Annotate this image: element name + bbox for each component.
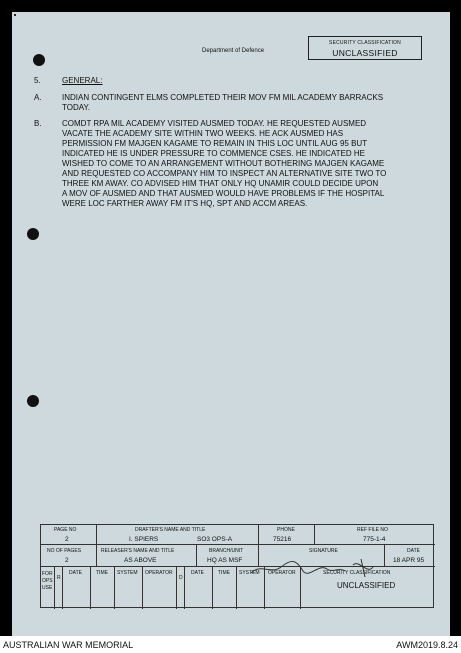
paragraph-line: INDIAN CONTINGENT ELMS COMPLETED THEIR MOV FM MIL ACADEMY BARRACKS xyxy=(62,93,384,102)
col2-label: SYSTEM xyxy=(239,570,260,576)
security-classification-box xyxy=(308,36,422,60)
security-label: SECURITY CLASSIFICATION xyxy=(329,40,401,46)
paragraph-line: A MOV OF AUSMED AND THAT AUSMED WOULD HAVE PROBLEMS IF THE HOSPITAL xyxy=(62,189,385,198)
no-pages-value: 2 xyxy=(65,557,69,564)
col-cell xyxy=(63,567,91,609)
page-no-value: 2 xyxy=(65,536,69,543)
d-label: D xyxy=(179,575,183,581)
archive-caption-bar xyxy=(0,636,461,653)
releaser-label: RELEASER'S NAME AND TITLE xyxy=(101,548,175,554)
paragraph-line: INDICATED HE IS UNDER PRESSURE TO COMMENCE CSES. HE INDICATED HE xyxy=(62,149,366,158)
col-cell xyxy=(115,567,143,609)
for-ops-use-cell xyxy=(41,567,55,609)
col-cell xyxy=(91,567,115,609)
accession-number: AWM2019.8.24 xyxy=(396,640,458,650)
releaser-cell xyxy=(97,545,197,567)
date-cell xyxy=(385,545,435,567)
section-title: GENERAL: xyxy=(62,76,103,85)
drafter-label: DRAFTER'S NAME AND TITLE xyxy=(135,527,206,533)
page-no-cell xyxy=(41,525,97,545)
for-ops-use-line: USE xyxy=(42,585,53,591)
document-page xyxy=(12,12,450,636)
institution-name: AUSTRALIAN WAR MEMORIAL xyxy=(3,640,134,650)
phone-label: PHONE xyxy=(277,527,295,533)
security-value: UNCLASSIFIED xyxy=(332,48,398,58)
for-ops-use-line: FOR xyxy=(42,571,53,577)
phone-cell xyxy=(259,525,315,545)
footer-security-label: SECURITY CLASSIFICATION xyxy=(323,570,391,576)
paragraph-letter: A. xyxy=(34,93,42,102)
footer-security-value: UNCLASSIFIED xyxy=(337,581,396,590)
r-cell xyxy=(55,567,63,609)
department-name: Department of Defence xyxy=(202,48,265,54)
col-label: SYSTEM xyxy=(117,570,138,576)
paragraph-line: WISHED TO COME TO AN ARRANGEMENT WITHOUT BOTHERING MAJGEN KAGAME xyxy=(62,159,385,168)
paragraph-line: WERE LOC FARTHER AWAY FM IT'S HQ, SPT AND ACCM AREAS. xyxy=(62,199,308,208)
r-label: R xyxy=(57,575,61,581)
paragraph-line: THREE KM AWAY. CO ADVISED HIM THAT ONLY HQ UNAMIR COULD DECIDE UPON xyxy=(62,179,379,188)
paragraph-line: AND REQUESTED CO ACCOMPANY HIM TO INSPECT AN ALTERNATIVE SITE TWO TO xyxy=(62,169,387,178)
signature-label: SIGNATURE xyxy=(309,548,338,554)
branch-label: BRANCH/UNIT xyxy=(209,548,244,554)
paragraph-b xyxy=(62,119,386,209)
for-ops-use-line: OPS xyxy=(42,578,53,584)
col-label: DATE xyxy=(69,570,82,576)
no-pages-cell xyxy=(41,545,97,567)
paragraph-line: VACATE THE ACADEMY SITE WITHIN TWO WEEKS. HE ACK AUSMED HAS xyxy=(62,129,344,138)
ref-file-cell xyxy=(315,525,435,545)
date-value: 18 APR 95 xyxy=(393,557,425,564)
no-pages-label: NO OF PAGES xyxy=(47,548,82,554)
punch-hole xyxy=(27,395,39,407)
col2-label: DATE xyxy=(191,570,204,576)
message-form-footer xyxy=(40,524,434,608)
date-label: DATE xyxy=(407,548,420,554)
paragraph-line: PERMISSION FM MAJGEN KAGAME TO REMAIN IN THIS LOC UNTIL AUG 95 BUT xyxy=(62,139,368,148)
col2-cell xyxy=(213,567,237,609)
branch-value: HQ AS MSF xyxy=(207,557,243,564)
paragraph-a xyxy=(62,93,383,113)
col2-label: TIME xyxy=(218,570,230,576)
drafter-name: I. SPIERS xyxy=(129,536,159,543)
col2-label: OPERATOR xyxy=(268,570,296,576)
releaser-value: AS ABOVE xyxy=(124,557,157,564)
punch-hole xyxy=(33,54,45,66)
ref-file-label: REF FILE NO xyxy=(357,527,388,533)
section-number: 5. xyxy=(34,76,41,85)
ref-file-value: 775-1-4 xyxy=(363,536,386,543)
phone-value: 75216 xyxy=(273,536,292,543)
handwritten-signature xyxy=(241,545,391,585)
punch-hole xyxy=(27,228,39,240)
paragraph-line: COMDT RPA MIL ACADEMY VISITED AUSMED TODAY. HE REQUESTED AUSMED xyxy=(62,119,367,128)
paragraph-line: TODAY. xyxy=(62,103,91,112)
drafter-title: SO3 OPS-A xyxy=(197,536,233,543)
drafter-cell xyxy=(97,525,259,545)
col-cell xyxy=(143,567,177,609)
col2-cell xyxy=(185,567,213,609)
scan-speck xyxy=(14,14,16,16)
col-label: TIME xyxy=(96,570,108,576)
page-no-label: PAGE NO xyxy=(54,527,77,533)
d-cell xyxy=(177,567,185,609)
paragraph-letter: B. xyxy=(34,119,42,128)
col-label: OPERATOR xyxy=(145,570,173,576)
